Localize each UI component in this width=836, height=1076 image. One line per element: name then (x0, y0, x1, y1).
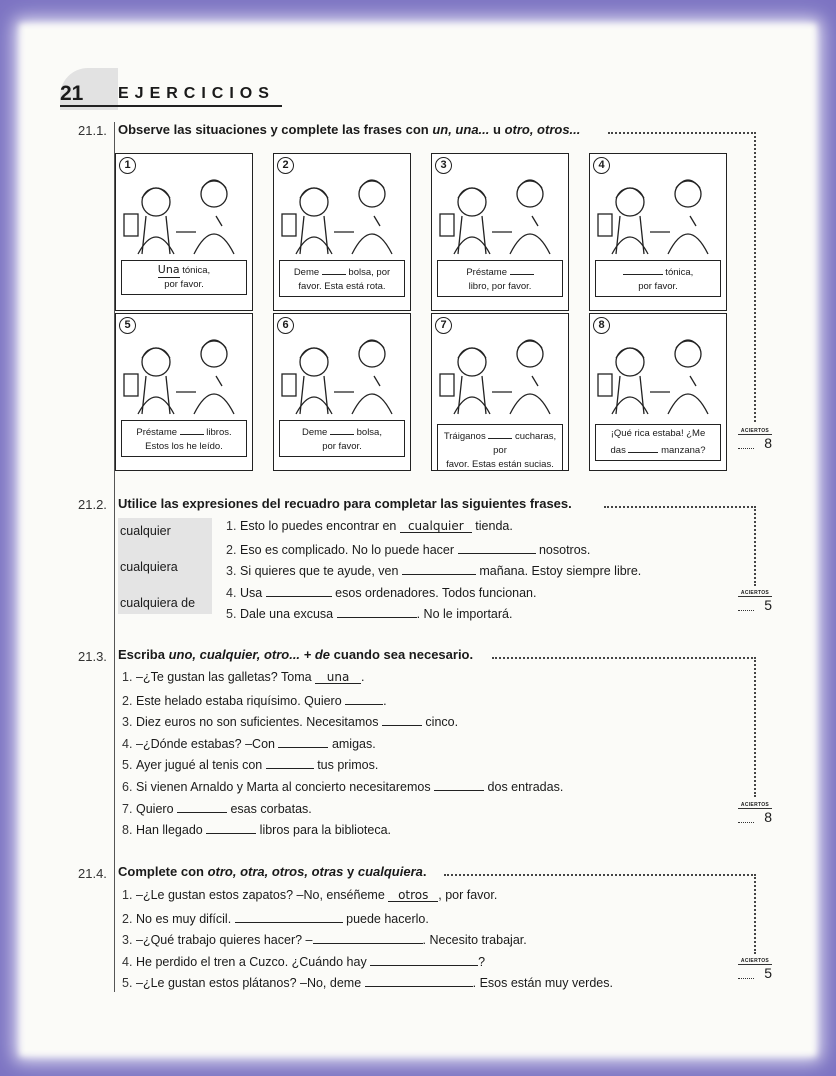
leader-dots (608, 132, 756, 134)
panel-number: 8 (593, 317, 610, 334)
speech-caption: Préstame libro, por favor. (437, 260, 563, 297)
score-label: ACIERTOS (738, 428, 772, 435)
header-rule (60, 105, 282, 107)
panel-number: 4 (593, 157, 610, 174)
answer-blank[interactable] (322, 263, 346, 275)
panel-number: 6 (277, 317, 294, 334)
exercise-item: 4. –¿Dónde estabas? –Con amigas. (122, 736, 376, 751)
worksheet-page (26, 30, 810, 1050)
answer-blank[interactable] (458, 541, 536, 554)
answer-blank[interactable] (266, 584, 332, 597)
answer-blank[interactable] (510, 263, 534, 275)
leader-dots (754, 657, 756, 797)
exercise-item: 5. –¿Le gustan estos plátanos? –No, deme . Esos están muy verdes. (122, 976, 613, 990)
exercise-item: 5. Ayer jugué al tenis con tus primos. (122, 758, 379, 773)
exercise-item: 4. He perdido el tren a Cuzco. ¿Cuándo hay ? (122, 954, 486, 969)
illustration-panel (431, 313, 569, 471)
score-box (738, 428, 776, 452)
score-value: 5 (764, 965, 772, 981)
illustration-panel (273, 153, 411, 311)
answer-blank[interactable] (206, 821, 256, 834)
score-value: 8 (764, 435, 772, 451)
speech-caption: Deme bolsa, por favor. Esta está rota. (279, 260, 405, 297)
panel-number: 3 (435, 157, 452, 174)
score-box (738, 958, 776, 982)
answer-blank[interactable] (370, 953, 478, 966)
exercise-item: 1. –¿Le gustan estos zapatos? –No, enséñeme otros , por favor. (122, 888, 498, 902)
panel-number: 5 (119, 317, 136, 334)
exercise-item: 3. Diez euros no son suficientes. Necesitamos cinco. (122, 715, 459, 730)
answer-blank[interactable] (278, 735, 328, 748)
answer-blank[interactable] (434, 778, 484, 791)
panel-number: 7 (435, 317, 452, 334)
answer-blank[interactable] (235, 910, 343, 923)
leader-dots (492, 657, 756, 659)
page-title: EJERCICIOS (118, 85, 275, 102)
illustration-panel (115, 313, 253, 471)
score-label: ACIERTOS (738, 802, 772, 809)
leader-dots (754, 132, 756, 422)
handwritten-answer[interactable]: cualquier (400, 520, 472, 533)
illustration-panel (273, 313, 411, 471)
handwritten-answer: Una (157, 263, 180, 276)
answer-blank[interactable] (488, 427, 512, 439)
answer-blank[interactable] (402, 562, 476, 575)
exercise-item: 7. Quiero esas corbatas. (122, 801, 312, 816)
answer-blank[interactable] (628, 441, 658, 453)
exercise-item: 1. Esto lo puedes encontrar en cualquier tienda. (226, 519, 513, 533)
score-label: ACIERTOS (738, 958, 772, 965)
answer-blank[interactable] (313, 931, 423, 944)
answer-blank[interactable] (337, 605, 417, 618)
word-box-item: cualquiera (120, 560, 178, 574)
score-value: 8 (764, 809, 772, 825)
handwritten-answer[interactable]: otros (388, 889, 438, 902)
illustration-panel (589, 313, 727, 471)
score-box (738, 590, 776, 614)
leader-dots (754, 874, 756, 954)
word-box-item: cualquiera de (120, 596, 196, 610)
leader-dots (754, 506, 756, 586)
answer-blank[interactable] (180, 423, 204, 435)
answer-blank[interactable] (266, 756, 314, 769)
exercise-instruction: Utilice las expresiones del recuadro para completar las siguientes frases. (118, 496, 572, 511)
exercise-item: 8. Han llegado libros para la biblioteca. (122, 823, 391, 838)
speech-caption: Una tónica, por favor. (121, 260, 247, 295)
exercise-item: 3. –¿Qué trabajo quieres hacer? – . Necesito trabajar. (122, 933, 527, 947)
exercise-instruction: Escriba uno, cualquier, otro... + de cuando sea necesario. (118, 647, 474, 662)
exercise-item: 6. Si vienen Arnaldo y Marta al concierto necesitaremos dos entradas. (122, 780, 564, 794)
leader-dots (604, 506, 756, 508)
unit-number: 21 (60, 82, 84, 105)
speech-caption: Préstame libros. Estos los he leído. (121, 420, 247, 457)
illustration-panel (431, 153, 569, 311)
panel-number: 1 (119, 157, 136, 174)
handwritten-answer[interactable]: una (315, 671, 361, 684)
word-box (118, 518, 212, 614)
exercise-item: 3. Si quieres que te ayude, ven mañana. Estoy siempre libre. (226, 564, 642, 578)
exercise-item: 2. Este helado estaba riquísimo. Quiero . (122, 693, 387, 708)
score-value: 5 (764, 597, 772, 613)
answer-blank[interactable] (623, 263, 663, 275)
score-label: ACIERTOS (738, 590, 772, 597)
illustration-panel (115, 153, 253, 311)
exercise-item: 5. Dale una excusa . No le importará. (226, 607, 513, 621)
panel-number: 2 (277, 157, 294, 174)
exercise-item: 1. –¿Te gustan las galletas? Toma una . (122, 670, 365, 684)
answer-blank[interactable] (382, 713, 422, 726)
exercise-item: 2. No es muy difícil. puede hacerlo. (122, 911, 429, 926)
exercise-number: 21.3. (78, 649, 107, 664)
exercise-item: 4. Usa esos ordenadores. Todos funcionan. (226, 585, 537, 600)
answer-blank[interactable] (365, 974, 473, 987)
exercise-item: 2. Eso es complicado. No lo puede hacer nosotros. (226, 542, 591, 557)
exercise-instruction: Observe las situaciones y complete las frases con un, una... u otro, otros... (118, 122, 581, 137)
score-box (738, 802, 776, 826)
exercise-instruction: Complete con otro, otra, otros, otras y cualquiera. (118, 864, 427, 879)
exercise-number: 21.1. (78, 123, 107, 138)
answer-blank[interactable] (177, 800, 227, 813)
illustration-panel (589, 153, 727, 311)
answer-blank[interactable] (345, 692, 383, 705)
leader-dots (444, 874, 756, 876)
speech-caption: Deme bolsa, por favor. (279, 420, 405, 457)
speech-caption: ¡Qué rica estaba! ¿Me das manzana? (595, 424, 721, 461)
speech-caption: tónica, por favor. (595, 260, 721, 297)
word-box-item: cualquier (120, 524, 171, 538)
speech-caption: Tráiganos cucharas, por favor. Estas están sucias. (437, 424, 563, 471)
answer-blank[interactable] (330, 423, 354, 435)
exercise-number: 21.2. (78, 497, 107, 512)
exercise-number: 21.4. (78, 866, 107, 881)
